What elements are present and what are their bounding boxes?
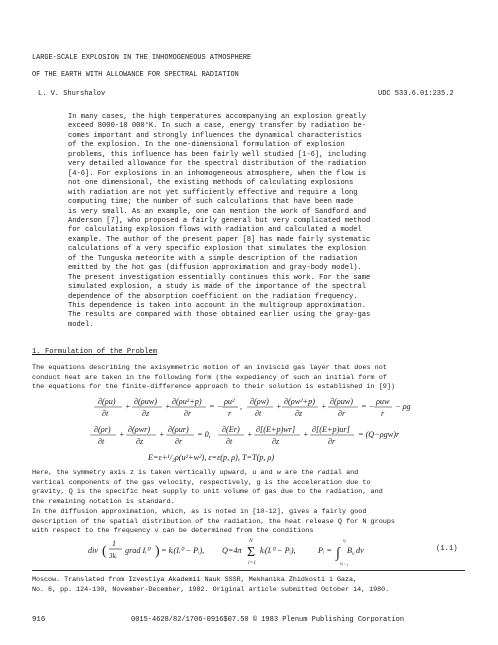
svg-text:= kᵢ(Iᵢ⁰ − Pᵢ),: = kᵢ(Iᵢ⁰ − Pᵢ), [161,546,205,555]
svg-text:∂[(E+p)ur]: ∂[(E+p)ur] [312,425,350,434]
svg-text:∂(ρw²+p): ∂(ρw²+p) [284,397,315,406]
paragraph-1-line: conduct heat are taken in the following form (the expediency of such an initial form of [32,373,387,382]
svg-text:∂t: ∂t [98,437,105,446]
abstract-line: Anderson [7], who proposed a fairly general but very complicated method [68,216,371,225]
abstract-line: problems, this influence has been fairly well studied [1-6], including [68,150,366,159]
svg-text:(: ( [102,544,107,559]
abstract-line: of the explosion. In the one-dimensional formulation of explosion [68,141,345,150]
footnote-line: Moscow. Translated from Izvestiya Akademii Nauk SSSR, Mekhanika Zhidkosti i Gaza, [32,576,358,584]
paragraph-1-line: The equations describing the axisymmetric motion of an inviscid gas layer that does not [32,364,387,372]
paragraph-3-line: In the diffusion approximation, which, as is noted in [10-12], gives a fairly good [32,508,367,516]
equation-1-1-graphic [88,536,388,566]
svg-text:− ρg: − ρg [395,402,411,411]
paper-title-line-2: OF THE EARTH WITH ALLOWANCE FOR SPECTRAL RADIATION [32,71,239,79]
svg-text:∂(ρwr): ∂(ρwr) [128,425,151,434]
author: L. V. Shurshalov [38,90,106,98]
paragraph-2-line: vertical components of the gas velocity, respectively, g is the acceleration due to [32,478,371,487]
svg-text:dν: dν [356,546,364,555]
svg-text:∫: ∫ [336,546,340,561]
svg-text:= (Q−ρgw)r: = (Q−ρgw)r [358,430,400,439]
svg-text:∂(ρuw): ∂(ρuw) [134,397,157,406]
svg-text:Q=4π: Q=4π [222,546,242,555]
svg-text:∂(ρuw): ∂(ρuw) [330,397,353,406]
svg-text:B: B [347,546,353,555]
svg-text:∂r: ∂r [328,437,336,446]
svg-text:+: + [276,402,282,411]
svg-text:= −: = − [209,402,223,411]
svg-text:∂t: ∂t [226,437,233,446]
svg-text:+: + [303,430,309,439]
svg-text:1: 1 [112,539,117,548]
svg-text:ρu²: ρu² [224,397,235,406]
equation-1-1 [88,536,388,568]
svg-text:): ) [155,544,160,559]
svg-text:∂r: ∂r [175,437,183,446]
paragraph-1-line: the equations for the finite-difference approach to their solution is established in [9]) [32,383,396,392]
paragraph-2-line: gravity, Q is the specific heat supply to unit volume of gas due to the radiation, and [32,488,383,497]
abstract-line: This dependence is taken into account in the multigroup approximation. [68,302,366,310]
paragraph-2-line: the remaining notation is standard. [32,497,175,506]
equation-number: (1.1) [436,545,458,553]
svg-text:νᵢ₋₁: νᵢ₋₁ [340,561,349,566]
abstract-line: example. The author of the present paper [8] has made fairly systematic [68,235,371,244]
svg-text:∂z: ∂z [142,409,150,418]
svg-text:∂[(E+p)wr]: ∂[(E+p)wr] [256,425,296,434]
abstract-line: The present investigation essentially continues this work. For the same [68,273,371,282]
equation-row-1-graphic [92,396,452,420]
svg-text:∂t: ∂t [255,409,262,418]
section-heading: 1. Formulation of the Problem [32,348,158,356]
paper-title-line-1: LARGE-SCALE EXPLOSION IN THE INHOMOGENEOUS ATMOSPHERE [32,54,252,62]
svg-text:∂(ρur): ∂(ρur) [168,425,189,434]
svg-text:+: + [159,430,165,439]
svg-text:+: + [321,402,327,411]
svg-text:∂(ρw): ∂(ρw) [250,397,269,406]
svg-text:+: + [247,430,253,439]
svg-text:∂(ρu²+p): ∂(ρu²+p) [172,397,202,406]
svg-text:∂r: ∂r [184,409,192,418]
svg-text:+: + [165,402,171,411]
svg-text:ρuw: ρuw [376,397,390,406]
svg-text:∂(ρr): ∂(ρr) [94,425,111,434]
svg-text:r: r [381,409,385,418]
svg-text:Pᵢ =: Pᵢ = [318,546,332,555]
abstract-line: [4-6]. For explosions in an inhomogeneous atmosphere, when the flow is [68,169,366,178]
abstract-line: In many cases, the high temperatures accompanying an explosion greatly [68,113,366,121]
abstract-line: with radiation are not yet sufficiently effective and require a long [68,188,358,197]
abstract-line: emitted by the hot gas (diffusion approximation and gray-body model). [68,264,362,273]
svg-text:∂(ρu): ∂(ρu) [98,397,116,406]
svg-text:+: + [119,430,125,439]
abstract-line: not one dimensional, the existing methods of calculating explosions [68,179,354,188]
svg-text:+: + [125,402,131,411]
svg-text:N: N [249,538,253,544]
abstract-line: calculations of a very specific explosion that simulates the explosion [68,245,366,254]
copyright-line: 0015-4628/82/1706-0916$07.50 © 1983 Plenum Publishing Corporation [131,616,405,624]
svg-text:νᵢ: νᵢ [343,538,347,544]
abstract-line: model. [68,320,94,329]
svg-text:i=1: i=1 [248,560,256,566]
abstract-line: simulated explosion, a study is made of the importance of the spectral [68,283,366,292]
abstract-line: comes important and strongly influences the dynamical characteristics [68,131,362,140]
equation-row-2-graphic [88,424,468,448]
svg-text:kᵢ(Iᵢ⁰ − Pᵢ),: kᵢ(Iᵢ⁰ − Pᵢ), [260,546,296,555]
equation-row-3: E=ε+¹/₂ρ(u²+w²), ε=ε(p, ρ), T=T(p, ρ) [148,453,275,462]
equation-row-2 [88,424,468,450]
footnote-line: No. 6, pp. 124-130, November-December, 1982. Original article submitted October 14, 1980. [32,586,390,594]
svg-text:grad Iᵢ⁰: grad Iᵢ⁰ [125,546,150,555]
abstract-line: for calculating explosion flows with radiation and calculated a model [68,226,362,235]
abstract-line: computing time; the number of such calculations that have been made [68,198,354,207]
svg-text:r: r [228,409,232,418]
abstract-line: very detailed allowance for the spectral distribution of the radiation [68,160,366,169]
svg-text:,: , [240,402,243,411]
abstract-line: of the Tunguska meteorite with a simple description of the radiation [68,254,358,263]
abstract-line: The results are compared with those obtained earlier using the gray-gas [68,311,371,320]
paragraph-3-line: with respect to the frequency ν can be determined from the conditions [32,527,314,536]
svg-text:= −: = − [361,402,375,411]
equation-row-1 [92,396,452,422]
udc-code: UDC 533.6.01:235.2 [378,90,454,98]
svg-text:Σ: Σ [247,545,256,560]
page-number: 916 [32,616,46,624]
svg-text:ν: ν [352,551,355,557]
paragraph-2-line: Here, the symmetry axis z is taken vertically upward, u and w are the radial and [32,469,359,477]
svg-text:∂z: ∂z [136,437,144,446]
svg-text:div: div [88,546,99,555]
svg-text:= 0,: = 0, [197,430,211,439]
svg-text:∂z: ∂z [272,437,280,446]
abstract-line: is very small. As an example, one can mention the work of Sandford and [68,207,366,216]
svg-text:3kᵢ: 3kᵢ [109,552,117,560]
abstract-line: dependence of the absorption coefficient on the radiation frequency. [68,292,358,301]
footnote-rule [32,570,465,571]
abstract-line: exceed 8000-10 000°K. In such a case, energy transfer by radiation be- [68,122,366,131]
svg-text:∂(Er): ∂(Er) [222,425,240,434]
svg-text:∂z: ∂z [295,409,303,418]
svg-text:∂r: ∂r [338,409,346,418]
paragraph-3-line: description of the spatial distribution of the radiation, the heat release Q for N groups [32,517,396,526]
svg-text:∂t: ∂t [102,409,109,418]
